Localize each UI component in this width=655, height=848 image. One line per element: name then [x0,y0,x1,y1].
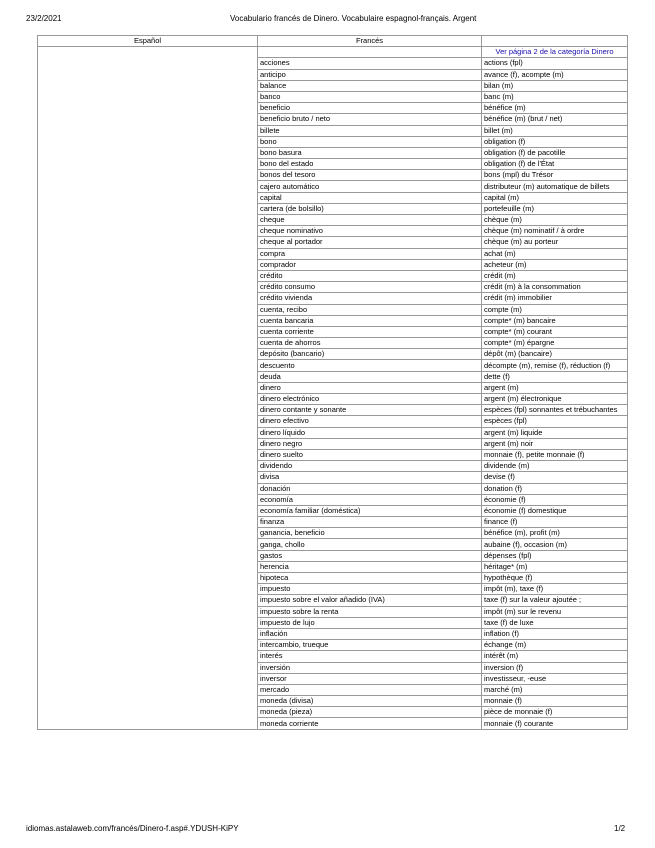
french-term: impôt (m), taxe (f) [482,584,628,595]
french-term: monnaie (f), petite monnaie (f) [482,449,628,460]
column-header-french: Francés [258,36,482,47]
spanish-term: impuesto [258,584,482,595]
spanish-term: bono del estado [258,159,482,170]
spanish-term: impuesto sobre la renta [258,606,482,617]
french-term: chèque (m) au porteur [482,237,628,248]
spanish-term: crédito consumo [258,282,482,293]
french-term: inflation (f) [482,628,628,639]
french-term: inversion (f) [482,662,628,673]
spanish-term: donación [258,483,482,494]
french-term: hypothèque (f) [482,573,628,584]
spanish-term: moneda corriente [258,718,482,729]
french-term: monnaie (f) [482,696,628,707]
spanish-term: dinero suelto [258,449,482,460]
spanish-term: interés [258,651,482,662]
french-term: bénéfice (m), profit (m) [482,528,628,539]
french-term: argent (m) [482,382,628,393]
spanish-term: dinero electrónico [258,394,482,405]
spanish-term: inversor [258,673,482,684]
french-term: aubaine (f), occasion (m) [482,539,628,550]
column-header-spanish: Español [38,36,258,47]
french-term: décompte (m), remise (f), réduction (f) [482,360,628,371]
vocabulary-rows [38,47,628,729]
french-term: devise (f) [482,472,628,483]
page-2-link[interactable]: Ver página 2 de la categoría Dinero [482,47,628,58]
french-term: chèque (m) [482,215,628,226]
spanish-term: ganancia, beneficio [258,528,482,539]
page-header [0,14,655,26]
spanish-term: herencia [258,561,482,572]
french-term: compte* (m) courant [482,326,628,337]
french-term: impôt (m) sur le revenu [482,606,628,617]
spanish-term: crédito [258,270,482,281]
french-term: finance (f) [482,517,628,528]
print-date: 23/2/2021 [26,14,62,23]
spanish-term: cuenta, recibo [258,304,482,315]
spanish-term: bonos del tesoro [258,170,482,181]
french-term: distributeur (m) automatique de billets [482,181,628,192]
spanish-term: impuesto de lujo [258,617,482,628]
french-term: donation (f) [482,483,628,494]
french-term: monnaie (f) courante [482,718,628,729]
french-term: taxe (f) sur la valeur ajoutée ; [482,595,628,606]
french-term: obligation (f) [482,136,628,147]
spanish-term: dinero líquido [258,427,482,438]
spanish-term: dinero negro [258,438,482,449]
spanish-term: crédito vivienda [258,293,482,304]
spanish-term: impuesto sobre el valor añadido (IVA) [258,595,482,606]
french-term: crédit (m) à la consommation [482,282,628,293]
french-term: chèque (m) nominatif / à ordre [482,226,628,237]
page-url: idiomas.astalaweb.com/francés/Dinero-f.asp#.YDUSH-KiPY [26,824,239,833]
french-term: compte* (m) bancaire [482,315,628,326]
spanish-term: divisa [258,472,482,483]
french-term: argent (m) noir [482,438,628,449]
spanish-term: anticipo [258,69,482,80]
french-term: taxe (f) de luxe [482,617,628,628]
spanish-term: gastos [258,550,482,561]
french-term: économie (f) domestique [482,505,628,516]
spanish-term: comprador [258,259,482,270]
french-term: bénéfice (m) (brut / net) [482,114,628,125]
french-term: bons (mpl) du Trésor [482,170,628,181]
french-term: dépenses (fpl) [482,550,628,561]
spanish-term: compra [258,248,482,259]
spanish-term: dividendo [258,461,482,472]
spanish-term: depósito (bancario) [258,349,482,360]
french-term: crédit (m) [482,270,628,281]
french-term: pièce de monnaie (f) [482,707,628,718]
french-term: actions (fpl) [482,58,628,69]
spanish-term: cheque [258,215,482,226]
left-empty-column [38,47,258,729]
french-term: dette (f) [482,371,628,382]
french-term: compte* (m) épargne [482,338,628,349]
spanish-term: bono basura [258,147,482,158]
spanish-term: banco [258,91,482,102]
spanish-term: inflación [258,628,482,639]
spanish-term: economía familiar (doméstica) [258,505,482,516]
spanish-term: billete [258,125,482,136]
spanish-term: descuento [258,360,482,371]
spanish-term: bono [258,136,482,147]
spanish-term: mercado [258,684,482,695]
french-term: économie (f) [482,494,628,505]
french-term: billet (m) [482,125,628,136]
spanish-term: cuenta de ahorros [258,338,482,349]
page-title: Vocabulario francés de Dinero. Vocabulaire espagnol-français. Argent [230,14,477,23]
french-term: crédit (m) immobilier [482,293,628,304]
french-term: marché (m) [482,684,628,695]
spanish-term: moneda (divisa) [258,696,482,707]
french-term: dépôt (m) (bancaire) [482,349,628,360]
spanish-term: moneda (pieza) [258,707,482,718]
french-term: échange (m) [482,640,628,651]
page-number: 1/2 [614,824,626,833]
spanish-term: balance [258,80,482,91]
spanish-term: dinero [258,382,482,393]
french-term: argent (m) liquide [482,427,628,438]
french-term: avance (f), acompte (m) [482,69,628,80]
spanish-term: beneficio bruto / neto [258,114,482,125]
french-term: dividende (m) [482,461,628,472]
spanish-term: finanza [258,517,482,528]
vocabulary-table [37,35,628,730]
spanish-term: acciones [258,58,482,69]
french-term: intérêt (m) [482,651,628,662]
french-term: capital (m) [482,192,628,203]
french-term: obligation (f) de pacotille [482,147,628,158]
french-term: portefeuille (m) [482,203,628,214]
french-term: espèces (fpl) sonnantes et trébuchantes [482,405,628,416]
french-term: espèces (fpl) [482,416,628,427]
french-term: compte (m) [482,304,628,315]
spanish-term: cuenta bancaria [258,315,482,326]
spanish-term: hipoteca [258,573,482,584]
french-term: investisseur, -euse [482,673,628,684]
french-term: argent (m) électronique [482,394,628,405]
spanish-term: inversión [258,662,482,673]
french-term: bénéfice (m) [482,103,628,114]
spanish-term: deuda [258,371,482,382]
spanish-term: economía [258,494,482,505]
french-term: bilan (m) [482,80,628,91]
spanish-term: capital [258,192,482,203]
spanish-term: cheque nominativo [258,226,482,237]
spanish-term: cheque al portador [258,237,482,248]
spanish-term: intercambio, trueque [258,640,482,651]
french-term: héritage* (m) [482,561,628,572]
spanish-term: cuenta corriente [258,326,482,337]
french-term: achat (m) [482,248,628,259]
french-term: acheteur (m) [482,259,628,270]
french-term: obligation (f) de l'État [482,159,628,170]
spanish-term: beneficio [258,103,482,114]
spanish-term: dinero contante y sonante [258,405,482,416]
spanish-term: dinero efectivo [258,416,482,427]
spanish-term: cajero automático [258,181,482,192]
spanish-term: cartera (de bolsillo) [258,203,482,214]
french-term: banc (m) [482,91,628,102]
spanish-term: ganga, chollo [258,539,482,550]
